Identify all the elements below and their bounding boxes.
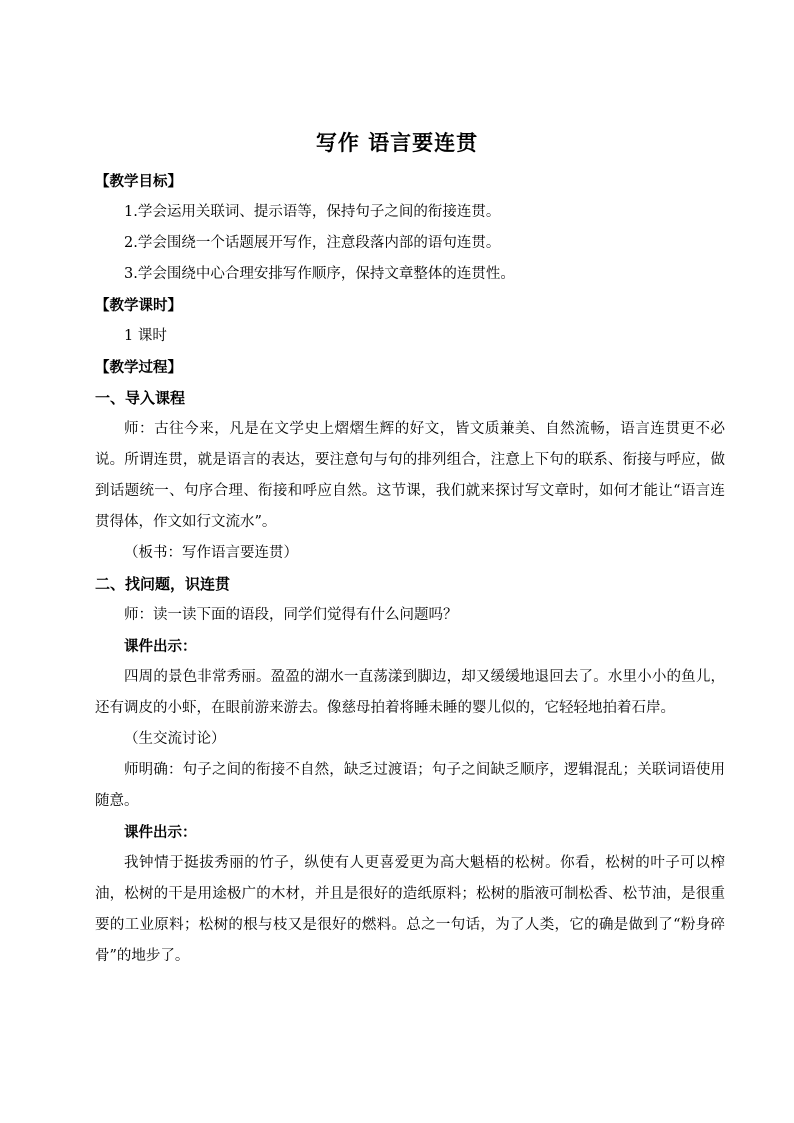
- document-body: [95, 166, 725, 972]
- section-heading-find-problem: 二、找问题，识连贯: [95, 575, 231, 593]
- objective-item: 1.学会运用关联词、提示语等，保持句子之间的衔接连贯。: [124, 204, 501, 220]
- hours-value: 1 课时: [124, 328, 167, 344]
- example-paragraph-lake: 四周的景色非常秀丽。盈盈的湖水一直荡漾到脚边，却又缓缓地退回去了。水里小小的鱼儿，还有调皮的小虾，在眼前游来游去。像慈母拍着将睡未睡的婴儿似的，它轻轻地拍着石岸。: [95, 669, 725, 716]
- courseware-label: 课件出示：: [124, 824, 197, 841]
- intro-paragraph: 师：古往今来，凡是在文学史上熠熠生辉的好文，皆文质兼美、自然流畅，语言连贯更不必说。所谓连贯，就是语言的表达，要注意句与句的排列组合，注意上下句的联系、衔接与呼应，做到话题统一、句序合理、衔接和呼应自然。这节课，我们就来探讨写文章时，如何才能让“语言连贯得体，作文如行文流水”。: [95, 421, 725, 530]
- objective-item: 2.学会围绕一个话题展开写作，注意段落内部的语句连贯。: [124, 235, 501, 251]
- board-note: （板书：写作语言要连贯）: [124, 545, 298, 561]
- objectives-heading: 【教学目标】: [95, 173, 182, 190]
- example-paragraph-pine: 我钟情于挺拔秀丽的竹子，纵使有人更喜爱更为高大魁梧的松树。你看，松树的叶子可以榨油，松树的干是用途极广的木材，并且是很好的造纸原料；松树的脂液可制松香、松节油，是很重要的工业原料；松树的根与枝又是很好的燃料。总之一句话，为了人类，它的确是做到了“粉身碎骨”的地步了。: [95, 855, 725, 964]
- process-heading: 【教学过程】: [95, 359, 182, 376]
- hours-heading: 【教学课时】: [95, 297, 182, 314]
- discussion-note: （生交流讨论）: [124, 731, 226, 747]
- teacher-question: 师：读一读下面的语段，同学们觉得有什么问题吗？: [124, 607, 458, 623]
- courseware-label: 课件出示：: [124, 638, 197, 655]
- objective-item: 3.学会围绕中心合理安排写作顺序，保持文章整体的连贯性。: [124, 266, 515, 282]
- document-title: 写作 语言要连贯: [315, 130, 479, 155]
- teacher-clarify-paragraph: 师明确：句子之间的衔接不自然，缺乏过渡语；句子之间缺乏顺序，逻辑混乱；关联词语使用随意。: [95, 762, 725, 809]
- section-heading-intro: 一、导入课程: [95, 389, 186, 407]
